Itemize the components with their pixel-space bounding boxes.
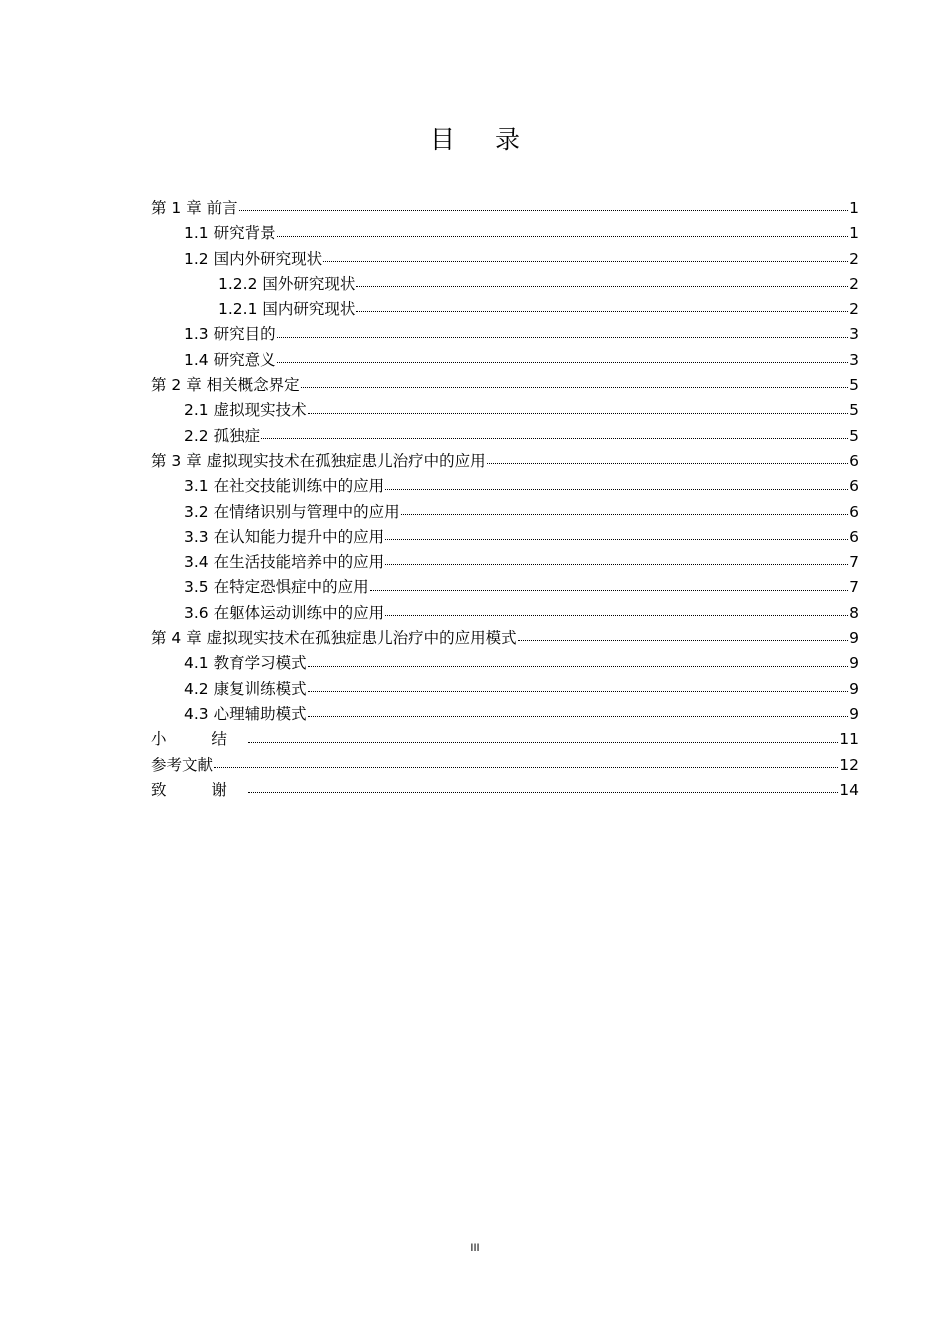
toc-entry-label: 2.2 孤独症 xyxy=(184,426,261,445)
toc-entry-label: 第 2 章 相关概念界定 xyxy=(151,376,300,395)
toc-entry[interactable] xyxy=(151,651,859,676)
toc-entry-page: 3 xyxy=(849,325,859,344)
table-of-contents xyxy=(151,196,859,803)
toc-dot-leader xyxy=(308,412,849,414)
toc-dot-leader xyxy=(401,513,849,515)
toc-entry[interactable] xyxy=(151,449,859,474)
toc-entry-label: 致 谢 xyxy=(151,780,247,799)
toc-entry[interactable] xyxy=(151,601,859,626)
toc-entry-page: 7 xyxy=(849,578,859,597)
toc-entry-page: 1 xyxy=(849,224,859,243)
toc-dot-leader xyxy=(277,235,849,237)
toc-dot-leader xyxy=(370,589,849,591)
toc-entry[interactable] xyxy=(151,272,859,297)
toc-entry-label: 3.5 在特定恐惧症中的应用 xyxy=(184,578,369,597)
toc-entry-page: 5 xyxy=(849,426,859,445)
toc-entry[interactable] xyxy=(151,196,859,221)
toc-dot-leader xyxy=(308,715,849,717)
toc-entry[interactable] xyxy=(151,424,859,449)
toc-entry-page: 6 xyxy=(849,527,859,546)
toc-dot-leader xyxy=(261,437,848,439)
toc-entry-label: 3.6 在躯体运动训练中的应用 xyxy=(184,603,385,622)
toc-dot-leader xyxy=(356,285,848,287)
toc-entry-label: 1.2 国内外研究现状 xyxy=(184,249,323,268)
toc-entry-page: 2 xyxy=(849,249,859,268)
toc-entry-page: 5 xyxy=(849,376,859,395)
toc-entry-label: 4.1 教育学习模式 xyxy=(184,654,307,673)
toc-entry[interactable] xyxy=(151,373,859,398)
toc-entry[interactable] xyxy=(151,297,859,322)
toc-entry-label: 2.1 虚拟现实技术 xyxy=(184,401,307,420)
toc-dot-leader xyxy=(385,488,848,490)
toc-entry-label: 参考文献 xyxy=(151,755,214,774)
toc-entry-label: 第 1 章 前言 xyxy=(151,199,238,217)
toc-dot-leader xyxy=(301,386,848,388)
toc-entry[interactable] xyxy=(151,500,859,525)
toc-entry-label: 1.2.1 国内研究现状 xyxy=(218,300,356,319)
toc-entry[interactable] xyxy=(151,727,859,752)
toc-entry-label: 1.1 研究背景 xyxy=(184,224,276,243)
toc-entry-label: 小 结 xyxy=(151,730,247,749)
toc-dot-leader xyxy=(487,462,848,464)
page-number: III xyxy=(470,1242,480,1254)
toc-entry-label: 第 4 章 虚拟现实技术在孤独症患儿治疗中的应用模式 xyxy=(151,629,517,648)
toc-dot-leader xyxy=(277,361,849,363)
toc-entry[interactable] xyxy=(151,221,859,246)
toc-dot-leader xyxy=(323,260,848,262)
toc-entry[interactable] xyxy=(151,626,859,651)
toc-entry-page: 12 xyxy=(839,755,859,774)
toc-entry-label: 1.3 研究目的 xyxy=(184,325,276,344)
toc-entry-label: 第 3 章 虚拟现实技术在孤独症患儿治疗中的应用 xyxy=(151,451,486,470)
toc-entry-page: 6 xyxy=(849,451,859,470)
toc-dot-leader xyxy=(518,639,848,641)
toc-entry-page: 14 xyxy=(839,780,859,799)
toc-entry-page: 6 xyxy=(849,477,859,496)
toc-entry[interactable] xyxy=(151,702,859,727)
toc-dot-leader xyxy=(248,791,838,793)
toc-entry[interactable] xyxy=(151,525,859,550)
toc-entry[interactable] xyxy=(151,247,859,272)
toc-entry-label: 4.2 康复训练模式 xyxy=(184,679,307,698)
toc-entry-page: 9 xyxy=(849,704,859,723)
toc-entry[interactable] xyxy=(151,322,859,347)
toc-entry-page: 7 xyxy=(849,553,859,572)
toc-dot-leader xyxy=(308,665,849,667)
toc-dot-leader xyxy=(356,310,848,312)
toc-entry-label: 4.3 心理辅助模式 xyxy=(184,704,307,723)
toc-entry-page: 3 xyxy=(849,350,859,369)
toc-dot-leader xyxy=(385,563,848,565)
toc-entry[interactable] xyxy=(151,677,859,702)
toc-dot-leader xyxy=(239,209,848,211)
toc-dot-leader xyxy=(385,538,848,540)
toc-entry[interactable] xyxy=(151,575,859,600)
toc-entry[interactable] xyxy=(151,550,859,575)
toc-entry-page: 9 xyxy=(849,654,859,673)
toc-entry-label: 3.4 在生活技能培养中的应用 xyxy=(184,553,385,572)
toc-entry-page: 6 xyxy=(849,502,859,521)
toc-entry[interactable] xyxy=(151,753,859,778)
toc-entry-page: 9 xyxy=(849,679,859,698)
toc-dot-leader xyxy=(308,690,849,692)
toc-entry[interactable] xyxy=(151,474,859,499)
toc-dot-leader xyxy=(277,336,849,338)
toc-entry-page: 5 xyxy=(849,401,859,420)
toc-entry-label: 1.2.2 国外研究现状 xyxy=(218,274,356,293)
toc-entry-page: 2 xyxy=(849,300,859,319)
toc-entry-page: 2 xyxy=(849,274,859,293)
toc-entry-page: 8 xyxy=(849,603,859,622)
toc-dot-leader xyxy=(214,766,838,768)
toc-entry-page: 1 xyxy=(849,199,859,217)
toc-entry-page: 11 xyxy=(839,730,859,749)
toc-entry[interactable] xyxy=(151,398,859,423)
toc-entry-label: 3.2 在情绪识别与管理中的应用 xyxy=(184,502,400,521)
toc-entry-label: 3.1 在社交技能训练中的应用 xyxy=(184,477,385,496)
toc-dot-leader xyxy=(385,614,848,616)
toc-entry-label: 3.3 在认知能力提升中的应用 xyxy=(184,527,385,546)
toc-entry-label: 1.4 研究意义 xyxy=(184,350,276,369)
toc-entry[interactable] xyxy=(151,348,859,373)
page-title: 目 录 xyxy=(430,125,536,154)
toc-dot-leader xyxy=(248,741,838,743)
toc-entry[interactable] xyxy=(151,778,859,803)
toc-entry-page: 9 xyxy=(849,629,859,648)
